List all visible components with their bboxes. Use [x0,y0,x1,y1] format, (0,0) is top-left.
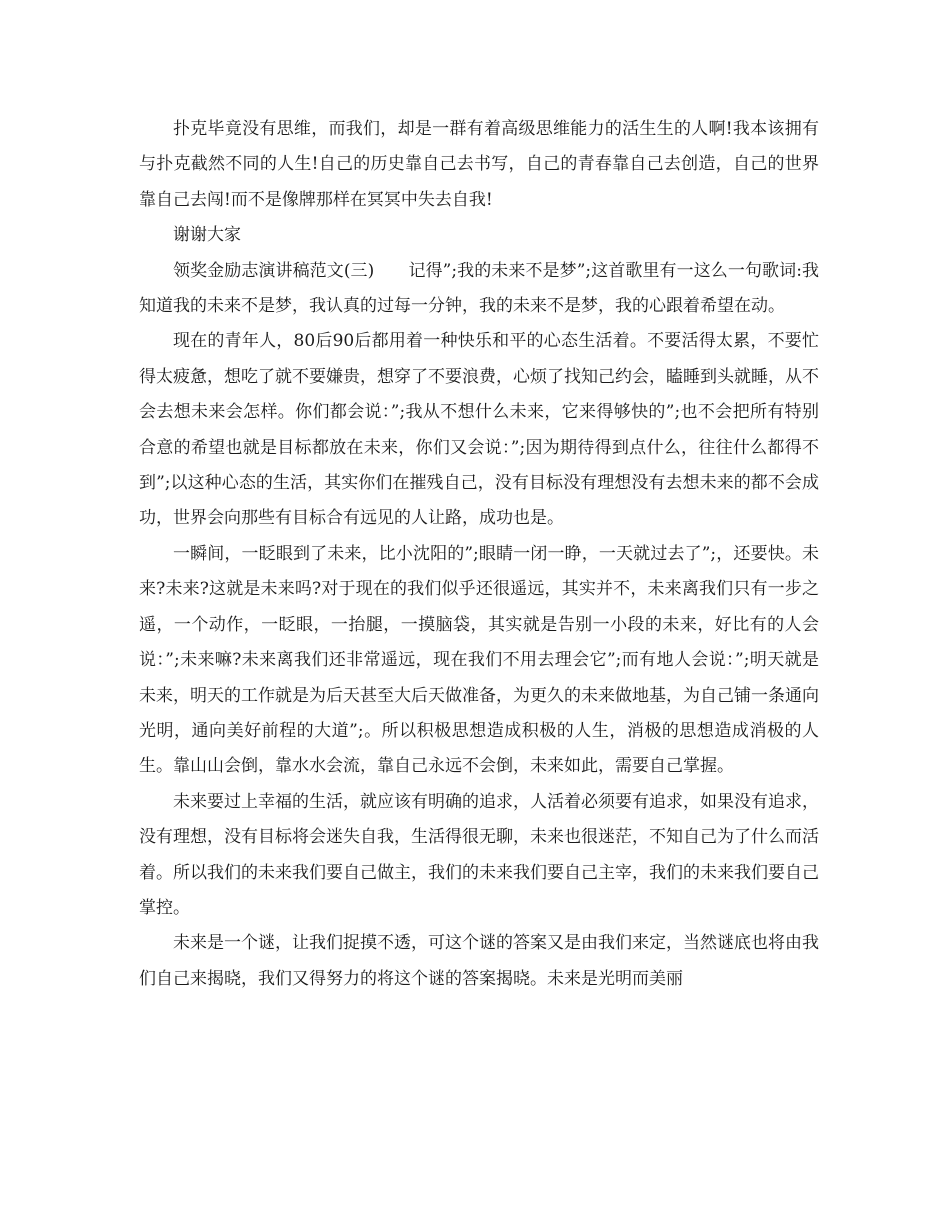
paragraph-happy-life: 未来要过上幸福的生活，就应该有明确的追求，人活着必须要有追求，如果没有追求，没有理想，没有目标将会迷失自我，生活得很无聊，未来也很迷茫，不知自己为了什么而活着。所以我们的未来我们要自己做主，我们的未来我们要自己主宰，我们的未来我们要自己掌控。 [139,791,819,918]
paragraph-young-people: 现在的青年人，80后90后都用着一种快乐和平的心态生活着。不要活得太累，不要忙得太疲惫，想吃了就不要嫌贵，想穿了不要浪费，心烦了找知己约会，瞌睡到头就睡，从不会去想未来会怎样。你们都会说：”;我从不想什么未来，它来得够快的”;也不会把所有特别合意的希望也就是目标都放在未来，你们又会说：”;因为期待得到点什么，往往什么都得不到”;以这种心态的生活，其实你们在摧残自己，没有目标没有理想没有去想未来的都不会成功，世界会向那些有目标合有远见的人让路，成功也是。 [139,331,819,529]
paragraph-poker: 扑克毕竟没有思维，而我们，却是一群有着高级思维能力的活生生的人啊!我本该拥有与扑克截然不同的人生!自己的历史靠自己去书写，自己的青春靠自己去创造，自己的世界靠自己去闯!而不是像牌那样在冥冥中失去自我! [139,119,819,210]
paragraph-blink-future: 一瞬间，一眨眼到了未来，比小沈阳的”;眼睛一闭一睁，一天就过去了”;，还要快。未来?未来?这就是未来吗?对于现在的我们似乎还很遥远，其实并不，未来离我们只有一步之遥，一个动作，一眨眼，一抬腿，一摸脑袋，其实就是告别一小段的未来，好比有的人会说：”;未来嘛?未来离我们还非常遥远，现在我们不用去理会它”;而有地人会说：”;明天就是未来，明天的工作就是为后天甚至大后天做准备，为更久的未来做地基，为自己铺一条通向光明，通向美好前程的大道”;。所以积极思想造成积极的人生，消极的思想造成消极的人生。靠山山会倒，靠水水会流，靠自己永远不会倒，未来如此，需要自己掌握。 [139,543,819,777]
paragraph-thanks: 谢谢大家 [173,225,241,246]
paragraph-future-riddle: 未来是一个谜，让我们捉摸不透，可这个谜的答案又是由我们来定，当然谜底也将由我们自己来揭晓，我们又得努力的将这个谜的答案揭晓。未来是光明而美丽 [139,933,819,989]
paragraph-speech-title: 领奖金励志演讲稿范文(三) 记得”;我的未来不是梦”;这首歌里有一这么一句歌词:我知道我的未来不是梦，我认真的过每一分钟，我的未来不是梦，我的心跟着希望在动。 [139,260,819,317]
document-body [139,112,819,997]
